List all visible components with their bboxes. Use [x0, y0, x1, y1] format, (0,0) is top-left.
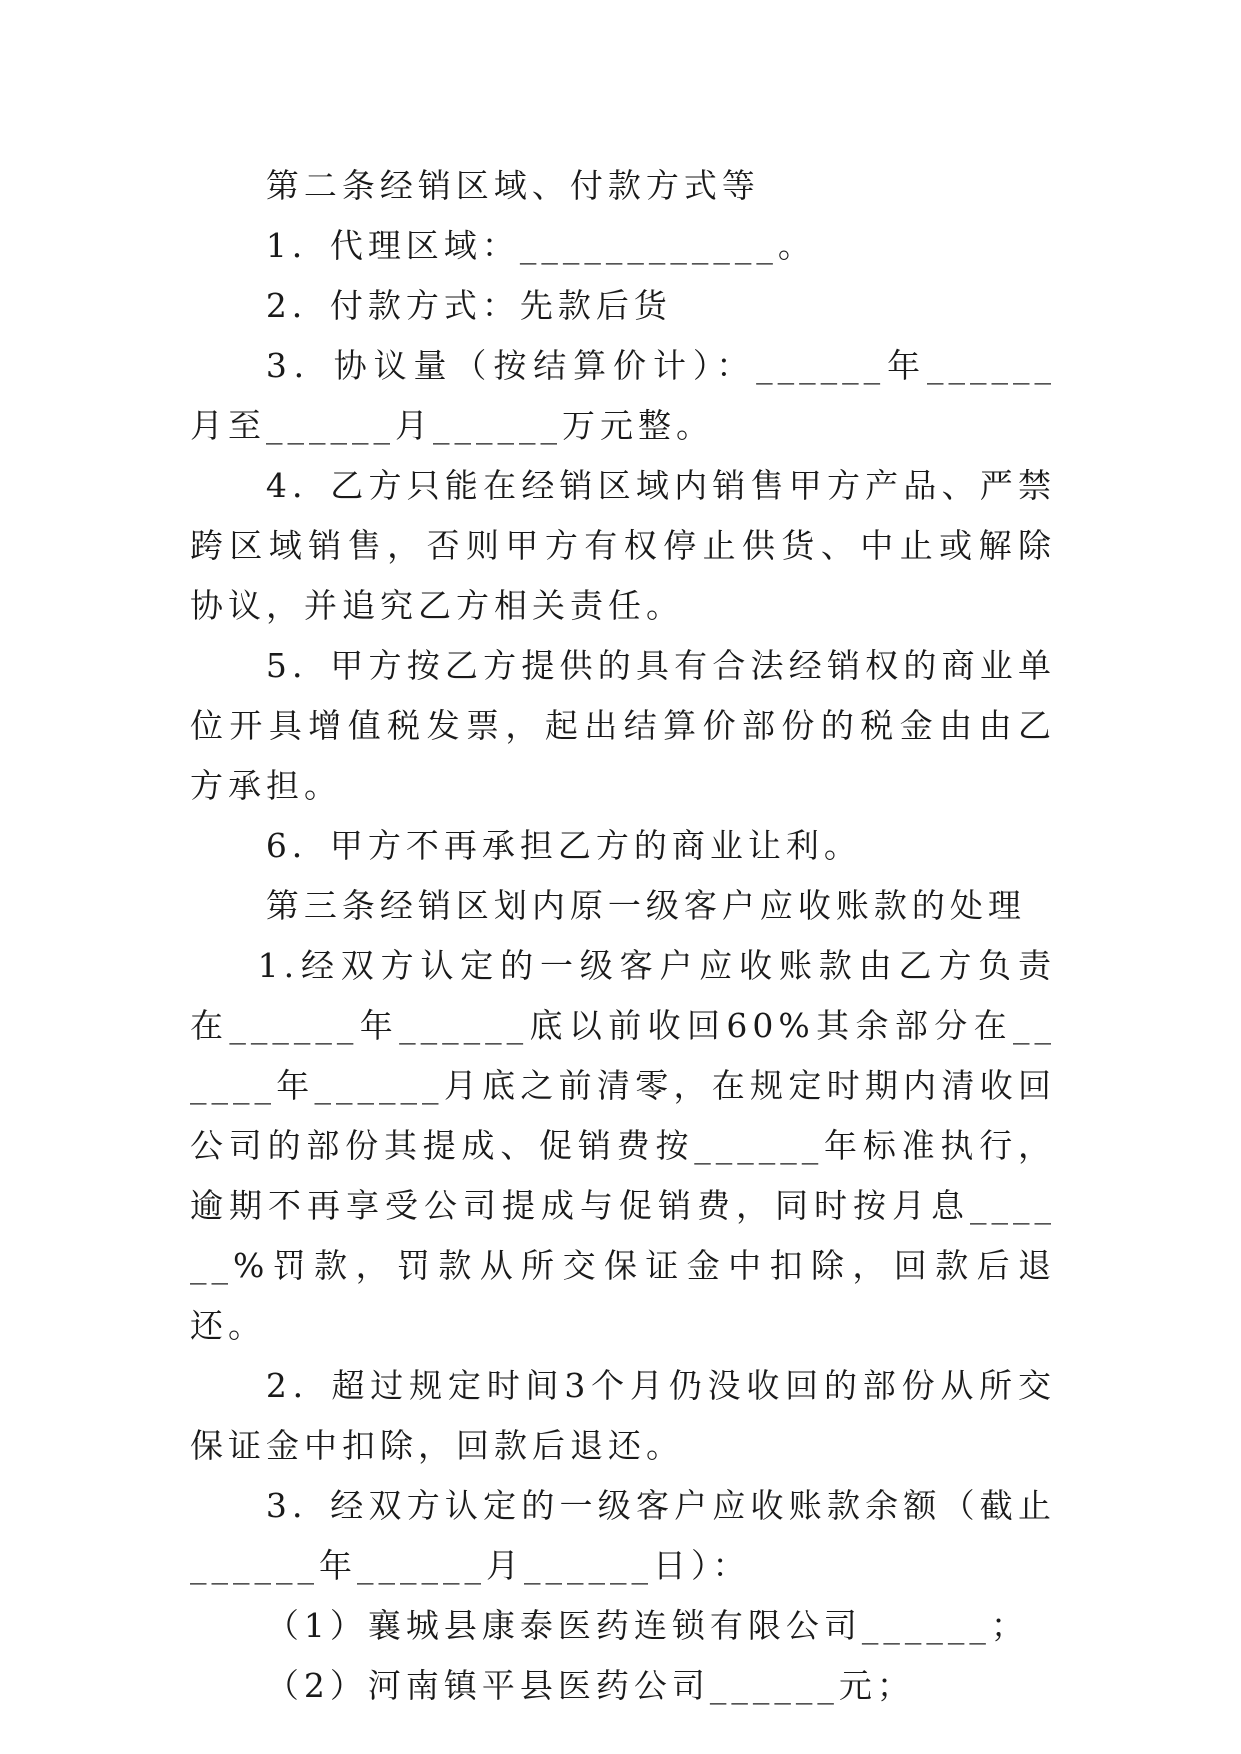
clause-vat-invoice: 5．甲方按乙方提供的具有合法经销权的商业单位开具增值税发票，起出结算价部份的税金由由乙方承担。: [190, 646, 1056, 805]
clause-agency-region: 1．代理区域：____________。: [265, 226, 816, 265]
article-2-heading: 第二条经销区域、付款方式等: [265, 166, 760, 205]
clause-commercial-discount: 6．甲方不再承担乙方的商业让利。: [265, 826, 862, 865]
clause-agreement-volume: 3．协议量（按结算价计）：______年______月至______月______万元整。: [190, 346, 1056, 445]
list-item-customer-2: （2）河南镇平县医药公司______元；: [265, 1666, 915, 1705]
document-body: [190, 156, 1056, 1716]
clause-receivables-balance: 3．经双方认定的一级客户应收账款余额（截止______年______月______日）：: [190, 1486, 1056, 1585]
clause-receivables-collection: 1.经双方认定的一级客户应收账款由乙方负责在______年______底以前收回60%其余部分在______年______月底之前清零，在规定时期内清收回公司的部份其提成、促销费按______年标准执行，逾期不再享受公司提成与促销费，同时按月息______%罚款，罚款从所交保证金中扣除，回款后退还。: [190, 946, 1056, 1345]
clause-payment-method: 2．付款方式：先款后货: [265, 286, 672, 325]
clause-overdue-deduction: 2．超过规定时间3个月仍没收回的部份从所交保证金中扣除，回款后退还。: [190, 1366, 1056, 1465]
article-3-heading: 第三条经销区划内原一级客户应收账款的处理: [265, 886, 1026, 925]
clause-sales-region-restriction: 4．乙方只能在经销区域内销售甲方产品、严禁跨区域销售，否则甲方有权停止供货、中止或解除协议，并追究乙方相关责任。: [190, 466, 1056, 625]
list-item-customer-1: （1）襄城县康泰医药连锁有限公司______；: [265, 1606, 1029, 1645]
